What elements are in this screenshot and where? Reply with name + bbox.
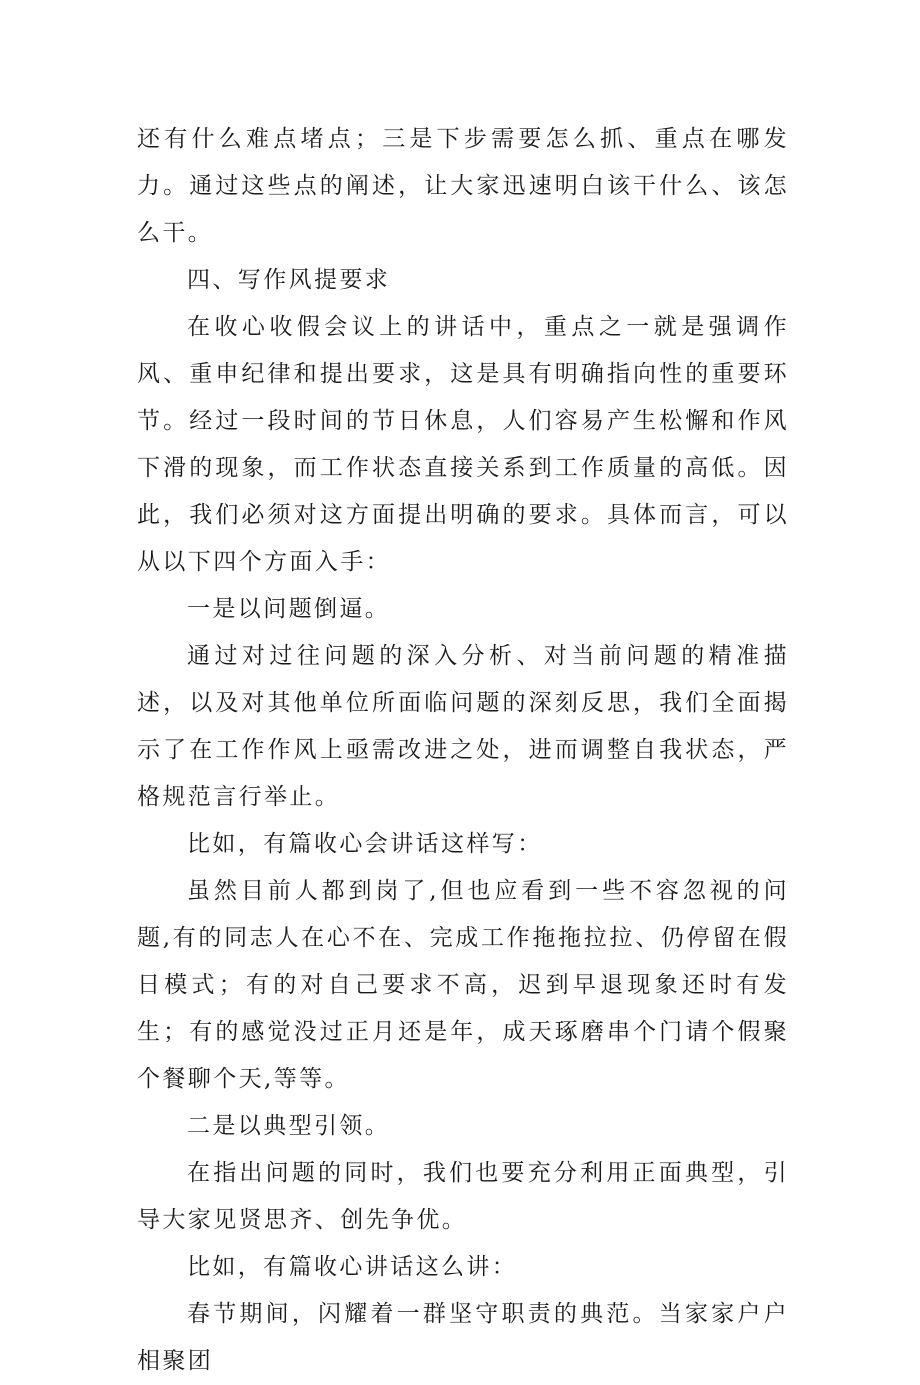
sub-heading: 一是以问题倒逼。 — [187, 596, 391, 622]
paragraph: 在指出问题的同时，我们也要充分利用正面典型，引导大家见贤思齐、创先争优。 — [137, 1160, 789, 1233]
paragraph: 在收心收假会议上的讲话中，重点之一就是强调作风、重申纪律和提出要求，这是具有明确指向性的重要环节。经过一段时间的节日休息，人们容易产生松懈和作风下滑的现象，而工作状态直接关系到工作质量的高低。因此，我们必须对这方面提出明确的要求。具体而言，可以从以下四个方面入手： — [137, 314, 789, 575]
document-body — [137, 116, 789, 1385]
paragraph-continuation: 还有什么难点堵点；三是下步需要怎么抓、重点在哪发力。通过这些点的阐述，让大家迅速明白该干什么、该怎么干。 — [137, 126, 789, 246]
sub-heading: 二是以典型引领。 — [187, 1113, 391, 1139]
example-intro: 比如，有篇收心会讲话这样写： — [187, 831, 543, 857]
example-intro: 比如，有篇收心讲话这么讲： — [187, 1254, 518, 1280]
example-quote: 虽然目前人都到岗了,但也应看到一些不容忽视的问题,有的同志人在心不在、完成工作拖拖拉拉、仍停留在假日模式；有的对自己要求不高，迟到早退现象还时有发生；有的感觉没过正月还是年，成天琢磨串个门请个假聚个餐聊个天,等等。 — [137, 878, 789, 1092]
paragraph: 通过对过往问题的深入分析、对当前问题的精准描述，以及对其他单位所面临问题的深刻反思，我们全面揭示了在工作作风上亟需改进之处，进而调整自我状态，严格规范言行举止。 — [137, 643, 789, 810]
section-heading: 四、写作风提要求 — [187, 267, 391, 293]
example-quote: 春节期间，闪耀着一群坚守职责的典范。当家家户户相聚团 — [137, 1301, 789, 1374]
